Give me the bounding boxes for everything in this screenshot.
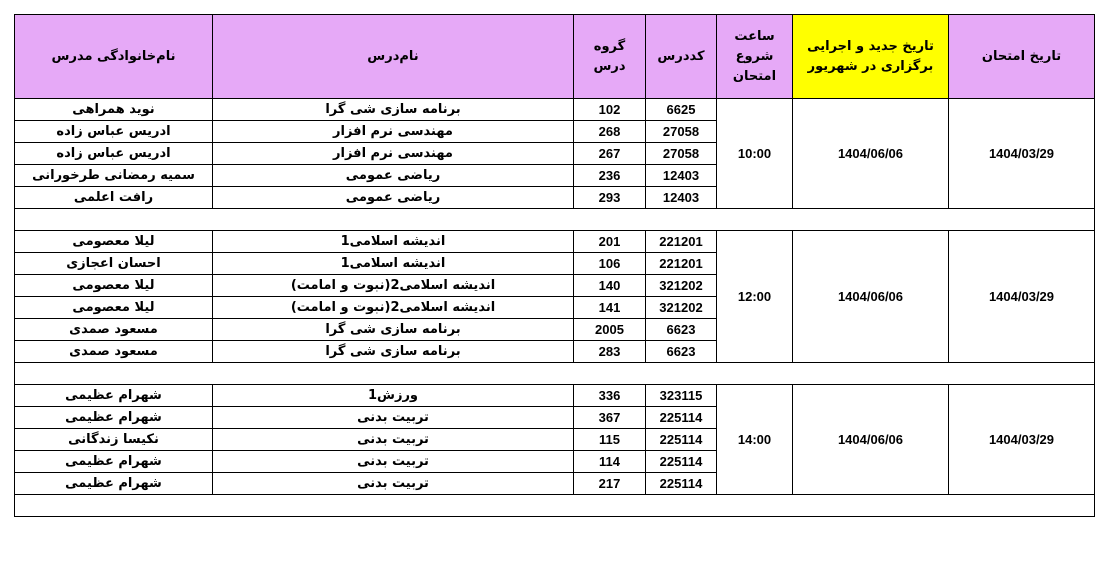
spacer-row [15, 495, 1095, 517]
group-cell: 102 [574, 99, 646, 121]
header-row [15, 15, 1095, 99]
teacher-cell: لیلا معصومی [15, 297, 213, 319]
header-teacher: نام‌خانوادگی مدرس [15, 15, 213, 99]
course-code-cell: 225114 [646, 407, 717, 429]
teacher-cell: شهرام عظیمی [15, 385, 213, 407]
course-name-cell: اندیشه اسلامی1 [213, 231, 574, 253]
course-name-cell: مهندسی نرم افزار [213, 143, 574, 165]
teacher-cell: سمیه رمضانی طرخورانی [15, 165, 213, 187]
course-name-cell: اندیشه اسلامی2(نبوت و امامت) [213, 275, 574, 297]
course-code-cell: 323115 [646, 385, 717, 407]
exam-date-cell: 1404/03/29 [949, 231, 1095, 363]
group-cell: 140 [574, 275, 646, 297]
group-cell: 106 [574, 253, 646, 275]
teacher-cell: لیلا معصومی [15, 231, 213, 253]
course-code-cell: 221201 [646, 253, 717, 275]
course-name-cell: برنامه سازی شی گرا [213, 99, 574, 121]
teacher-cell: نوید همراهی [15, 99, 213, 121]
teacher-cell: ادریس عباس زاده [15, 143, 213, 165]
course-code-cell: 225114 [646, 429, 717, 451]
spacer-row [15, 363, 1095, 385]
spacer-row [15, 209, 1095, 231]
teacher-cell: ادریس عباس زاده [15, 121, 213, 143]
course-name-cell: تربیت بدنی [213, 451, 574, 473]
course-code-cell: 321202 [646, 275, 717, 297]
header-group: گروه درس [574, 15, 646, 99]
header-course-name: نام‌درس [213, 15, 574, 99]
course-code-cell: 12403 [646, 165, 717, 187]
course-code-cell: 6623 [646, 341, 717, 363]
group-cell: 2005 [574, 319, 646, 341]
teacher-cell: مسعود صمدی [15, 341, 213, 363]
course-name-cell: تربیت بدنی [213, 473, 574, 495]
course-name-cell: اندیشه اسلامی2(نبوت و امامت) [213, 297, 574, 319]
new-date-cell: 1404/06/06 [793, 231, 949, 363]
course-code-cell: 6623 [646, 319, 717, 341]
course-name-cell: تربیت بدنی [213, 429, 574, 451]
table-row [15, 385, 1095, 407]
start-time-cell: 10:00 [717, 99, 793, 209]
spacer-cell [15, 209, 1095, 231]
course-code-cell: 27058 [646, 143, 717, 165]
new-date-cell: 1404/06/06 [793, 99, 949, 209]
exam-date-cell: 1404/03/29 [949, 385, 1095, 495]
teacher-cell: احسان اعجازی [15, 253, 213, 275]
course-name-cell: مهندسی نرم افزار [213, 121, 574, 143]
course-name-cell: تربیت بدنی [213, 407, 574, 429]
course-name-cell: ریاضی عمومی [213, 187, 574, 209]
group-cell: 217 [574, 473, 646, 495]
group-cell: 115 [574, 429, 646, 451]
teacher-cell: شهرام عظیمی [15, 451, 213, 473]
group-cell: 201 [574, 231, 646, 253]
exam-date-cell: 1404/03/29 [949, 99, 1095, 209]
course-code-cell: 225114 [646, 473, 717, 495]
spacer-cell [15, 363, 1095, 385]
table-row [15, 99, 1095, 121]
course-name-cell: ورزش1 [213, 385, 574, 407]
group-cell: 283 [574, 341, 646, 363]
teacher-cell: لیلا معصومی [15, 275, 213, 297]
header-new-date: تاریخ جدید و اجرایی برگزاری در شهریور [793, 15, 949, 99]
group-cell: 367 [574, 407, 646, 429]
group-cell: 141 [574, 297, 646, 319]
group-cell: 267 [574, 143, 646, 165]
teacher-cell: شهرام عظیمی [15, 407, 213, 429]
group-cell: 236 [574, 165, 646, 187]
course-name-cell: ریاضی عمومی [213, 165, 574, 187]
course-code-cell: 27058 [646, 121, 717, 143]
exam-schedule-sheet [14, 14, 1095, 517]
header-start-time: ساعت شروع امتحان [717, 15, 793, 99]
group-cell: 336 [574, 385, 646, 407]
teacher-cell: شهرام عظیمی [15, 473, 213, 495]
course-code-cell: 321202 [646, 297, 717, 319]
header-course-code: کددرس [646, 15, 717, 99]
group-cell: 293 [574, 187, 646, 209]
teacher-cell: مسعود صمدی [15, 319, 213, 341]
course-code-cell: 6625 [646, 99, 717, 121]
course-name-cell: برنامه سازی شی گرا [213, 341, 574, 363]
course-code-cell: 221201 [646, 231, 717, 253]
table-row [15, 231, 1095, 253]
exam-schedule-table [14, 14, 1095, 517]
teacher-cell: نکیسا زندگانی [15, 429, 213, 451]
course-name-cell: برنامه سازی شی گرا [213, 319, 574, 341]
course-code-cell: 12403 [646, 187, 717, 209]
start-time-cell: 14:00 [717, 385, 793, 495]
course-name-cell: اندیشه اسلامی1 [213, 253, 574, 275]
header-exam-date: تاریخ امتحان [949, 15, 1095, 99]
start-time-cell: 12:00 [717, 231, 793, 363]
group-cell: 114 [574, 451, 646, 473]
teacher-cell: رافت اعلمی [15, 187, 213, 209]
course-code-cell: 225114 [646, 451, 717, 473]
new-date-cell: 1404/06/06 [793, 385, 949, 495]
spacer-cell [15, 495, 1095, 517]
group-cell: 268 [574, 121, 646, 143]
